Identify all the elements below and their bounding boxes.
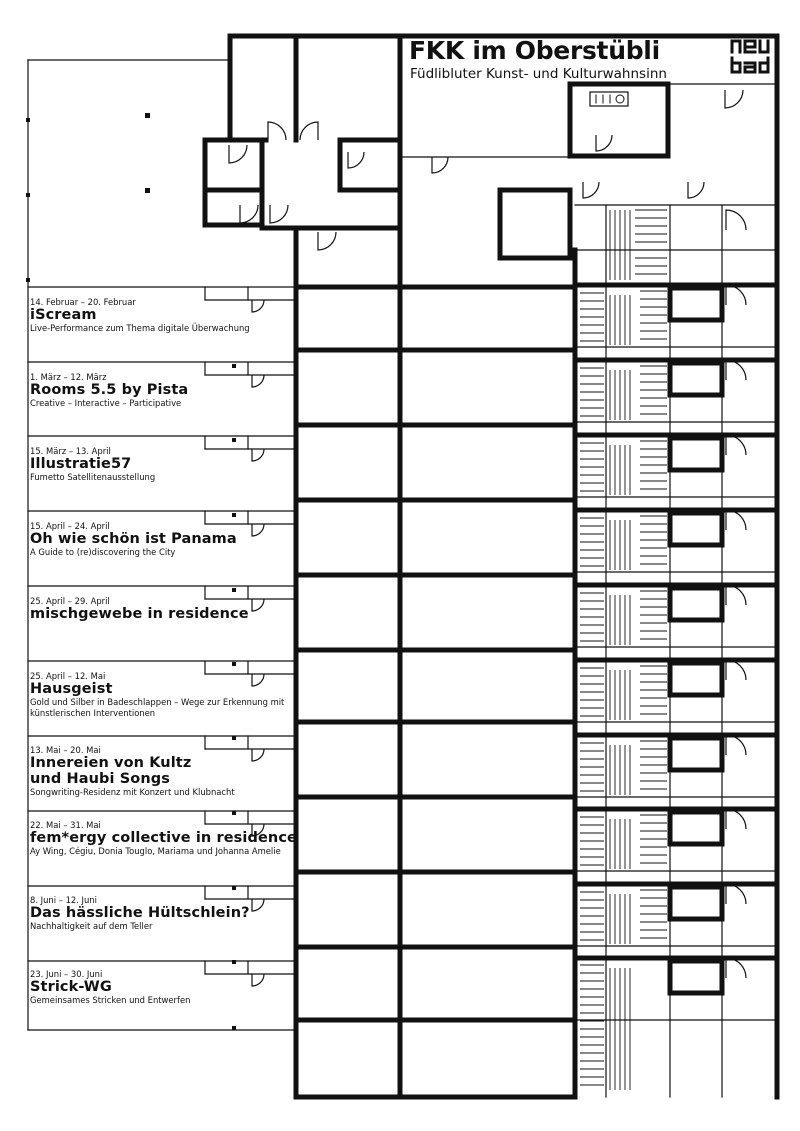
event-description: Fumetto Satellitenausstellung <box>30 472 156 482</box>
plan-column <box>232 588 236 592</box>
door-swing <box>726 510 746 530</box>
event-entry <box>30 895 300 932</box>
event-title: mischgewebe in residence <box>30 606 249 622</box>
event-date: 25. April – 12. Mai <box>30 671 106 681</box>
door-swing <box>726 809 746 829</box>
door-swing <box>726 735 746 755</box>
door-swing <box>583 182 599 198</box>
neubad-logo <box>730 36 772 76</box>
door-swing <box>596 135 612 151</box>
door-swing <box>318 232 336 250</box>
door-swing <box>726 210 746 230</box>
door-swing <box>268 122 286 140</box>
poster-title: FKK im Oberstübli <box>409 36 660 65</box>
door-swing <box>300 122 318 140</box>
plan-column <box>26 118 30 122</box>
event-date: 25. April – 29. April <box>30 596 110 606</box>
event-description: Gemeinsames Stricken und Entwerfen <box>30 995 191 1005</box>
event-description: Gold und Silber in Badeschlappen – Wege zur Erkennung mit künstlerischen Interventionen <box>30 697 285 718</box>
door-swing <box>726 360 746 380</box>
door-swing <box>725 90 743 108</box>
event-entry <box>30 372 300 409</box>
event-date: 22. Mai – 31. Mai <box>30 820 101 830</box>
door-swing <box>432 157 448 173</box>
door-swing <box>726 958 746 978</box>
event-date: 8. Juni – 12. Juni <box>30 895 97 905</box>
event-description: Nachhaltigkeit auf dem Teller <box>30 921 153 931</box>
event-date: 15. April – 24. April <box>30 521 110 531</box>
event-date: 14. Februar – 20. Februar <box>30 297 136 307</box>
event-date: 13. Mai – 20. Mai <box>30 745 101 755</box>
plan-column <box>232 662 236 666</box>
event-title: Das hässliche Hültschlein? <box>30 905 250 921</box>
door-swing <box>348 152 364 168</box>
door-swing <box>726 660 746 680</box>
plan-column <box>145 188 150 193</box>
event-description: A Guide to (re)discovering the City <box>30 547 176 557</box>
event-entry <box>30 521 300 558</box>
poster-subtitle: Füdlibluter Kunst- und Kulturwahnsinn <box>410 66 667 82</box>
plan-column <box>232 364 236 368</box>
door-swing <box>726 585 746 605</box>
event-title: Illustratie57 <box>30 456 132 472</box>
event-entry <box>30 297 300 334</box>
event-title: Rooms 5.5 by Pista <box>30 382 189 398</box>
plan-column <box>145 113 150 118</box>
door-swing <box>726 435 746 455</box>
plan-column <box>232 438 236 442</box>
event-entry <box>30 820 300 857</box>
door-swing <box>688 182 704 198</box>
plan-column <box>232 513 236 517</box>
event-title: fem*ergy collective in residence <box>30 830 297 846</box>
plan-column <box>232 1026 236 1030</box>
door-swing <box>240 205 258 223</box>
event-title: iScream <box>30 307 97 323</box>
event-date: 1. März – 12. März <box>30 372 107 382</box>
door-swing <box>270 205 288 223</box>
event-entry <box>30 671 300 719</box>
plan-room <box>500 190 570 258</box>
door-swing <box>726 285 746 305</box>
event-description: Ay Wing, Cégiu, Donia Touglo, Mariama und Johanna Amelie <box>30 846 281 856</box>
event-date: 23. Juni – 30. Juni <box>30 969 103 979</box>
event-title: Strick-WG <box>30 979 112 995</box>
event-entry <box>30 446 300 483</box>
plan-column <box>26 193 30 197</box>
door-swing <box>726 884 746 904</box>
event-date: 15. März – 13. April <box>30 446 111 456</box>
event-title: Oh wie schön ist Panama <box>30 531 237 547</box>
event-description: Live-Performance zum Thema digitale Überwachung <box>30 323 250 333</box>
event-entry <box>30 969 300 1006</box>
event-entry <box>30 596 300 622</box>
event-description: Creative – Interactive – Participative <box>30 398 182 408</box>
sink <box>616 95 624 103</box>
event-title: Hausgeist <box>30 681 113 697</box>
door-swing <box>229 145 247 163</box>
plan-column <box>26 278 30 282</box>
event-entry <box>30 745 300 798</box>
event-title: Innereien von Kultz und Haubi Songs <box>30 755 192 787</box>
event-description: Songwriting-Residenz mit Konzert und Klubnacht <box>30 787 235 797</box>
poster-header <box>404 36 774 84</box>
